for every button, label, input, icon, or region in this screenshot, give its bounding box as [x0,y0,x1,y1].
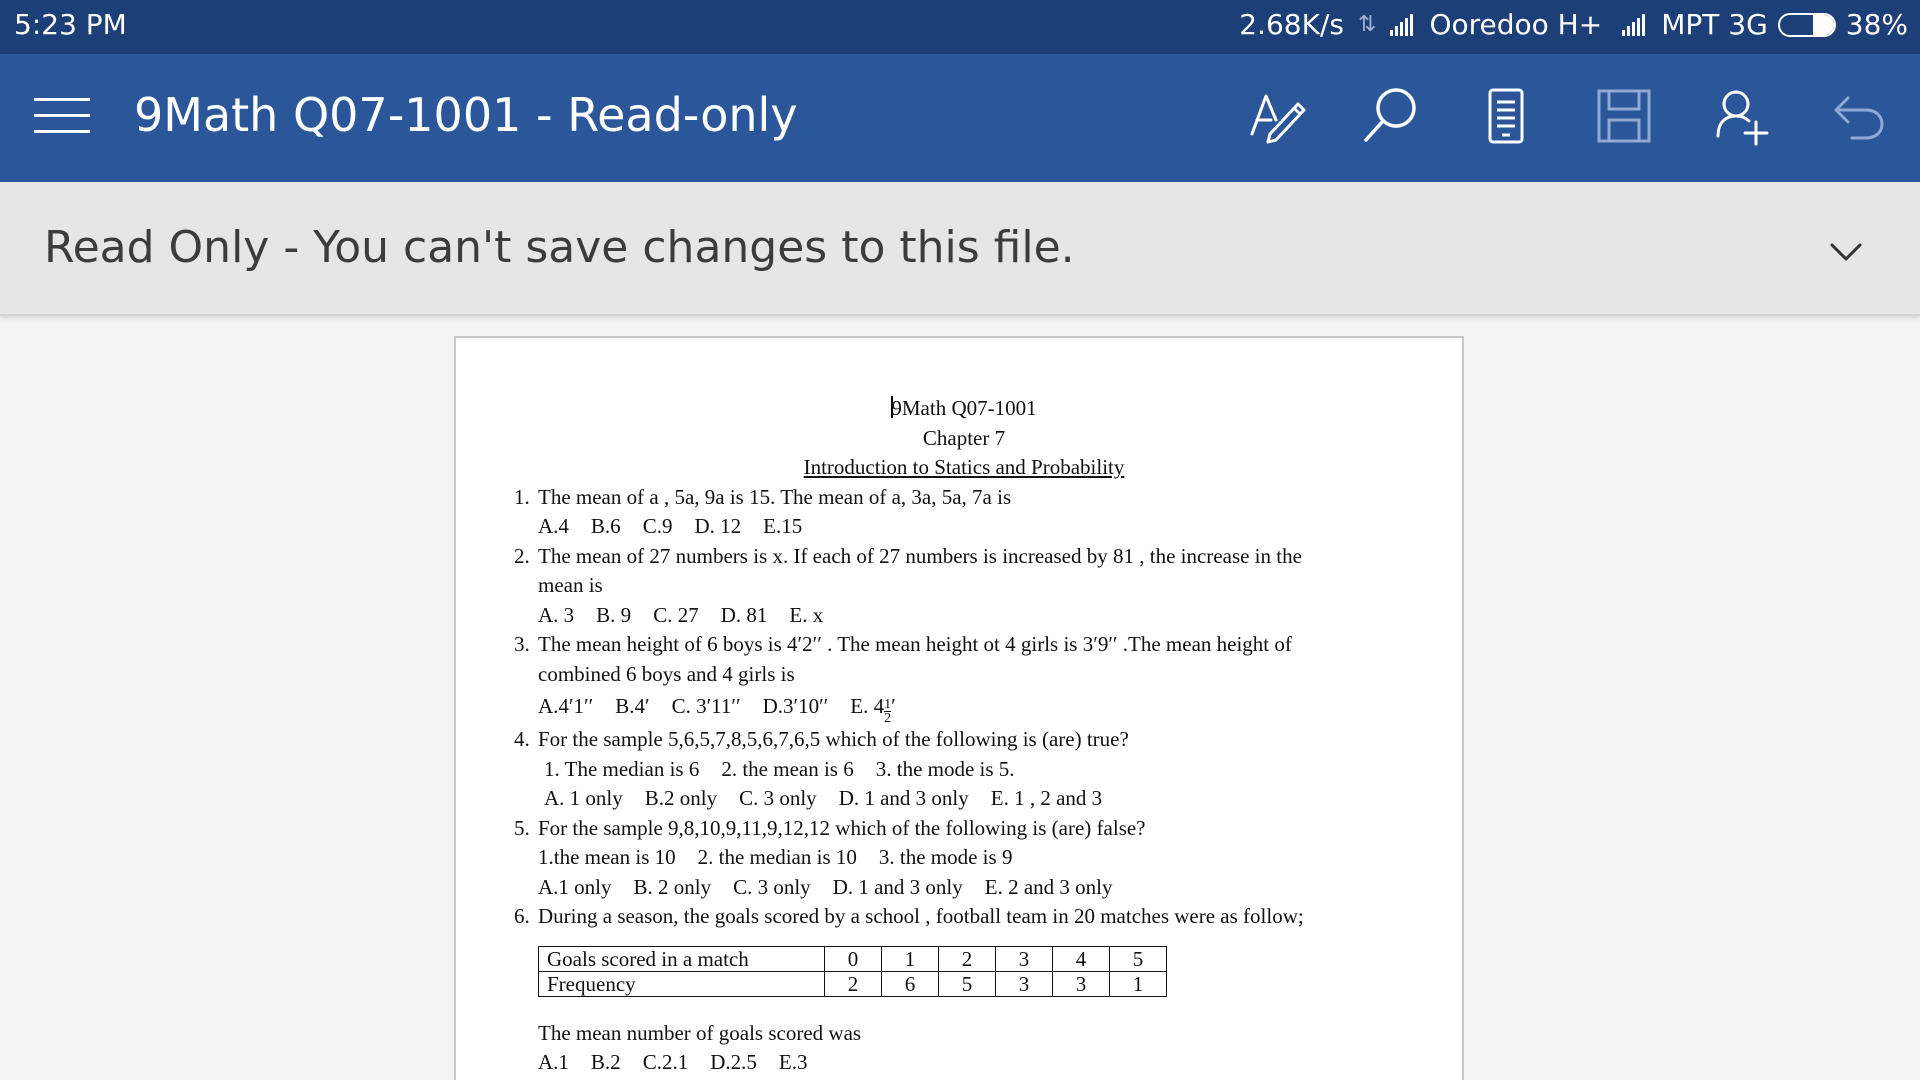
statement: 2. the median is 10 [697,845,857,869]
doc-header-title [514,394,1414,424]
question-text: For the sample 5,6,5,7,8,5,6,7,6,5 which of the following is (are) true? [538,727,1129,751]
question-1 [514,483,1414,513]
row-header: Goals scored in a match [539,946,825,971]
option: E. 1 , 2 and 3 [990,786,1103,810]
fraction-numerator: 1 [884,697,892,712]
data-transfer-icon: ⇅ [1358,12,1377,37]
option: D. 1 and 3 only [838,786,969,810]
signal-strength-icon [1390,14,1413,36]
answer-options [514,689,1414,725]
table-cell: 3 [996,971,1053,996]
table-cell: 3 [1053,971,1110,996]
answer-options [514,873,1414,903]
carrier-2: MPT 3G [1661,8,1768,41]
table-cell: 5 [1110,946,1167,971]
question-text-continued: mean is [538,573,603,597]
answer-options [514,601,1414,631]
option: D.3′10′′ [762,694,829,718]
table-cell: 2 [825,971,882,996]
question-4 [514,725,1414,755]
option: B.4′ [615,694,650,718]
hamburger-menu-icon[interactable] [34,98,90,138]
option: E.3 [778,1050,808,1074]
option: B.6 [590,514,621,538]
doc-subtitle [514,453,1414,483]
table-cell: 6 [882,971,939,996]
option: B. 2 only [633,874,712,899]
status-indicators [1239,8,1908,41]
save-icon[interactable] [1592,84,1656,148]
doc-chapter: Chapter 7 [922,425,1006,450]
document-body [514,394,1414,1078]
option: A. 3 [538,602,575,627]
option: A. 1 only [544,786,623,810]
statement: 1. The median is 6 [544,756,700,781]
question-number: 3. [514,632,530,656]
doc-header-title-text: 9Math Q07-1001 [891,396,1037,420]
statements [514,755,1414,785]
question-text: During a season, the goals scored by a school , football team in 20 matches were as follow; [538,904,1304,928]
signal-strength-icon [1622,14,1645,36]
status-bar [0,0,1920,54]
question-text-continued: The mean number of goals scored was [538,1020,862,1045]
statement: 3. the mode is 5. [875,756,1015,781]
option: E. 4 [850,694,885,718]
undo-icon[interactable] [1826,84,1890,148]
option: A.4 [538,514,569,538]
option: A.1 [538,1050,569,1074]
fraction-denominator: 2 [884,711,892,726]
table-cell: 3 [996,946,1053,971]
option: C. 3′11′′ [671,694,741,718]
carrier-1: Ooredoo H+ [1429,8,1603,41]
statement: 1.the mean is 10 [538,845,676,869]
table-row [539,971,1167,996]
question-text: The mean height of 6 boys is 4′2′′ . The mean height ot 4 girls is 3′9′′ .The mean height of [538,632,1292,656]
question-2 [514,542,1414,572]
question-text: For the sample 9,8,10,9,11,9,12,12 which of the following is (are) false? [538,815,1146,840]
network-speed: 2.68K/s [1239,8,1345,41]
option: E. x [789,602,824,627]
option: C. 3 only [739,786,817,810]
question-number: 5. [514,815,530,840]
table-cell: 0 [825,946,882,971]
option: C.2.1 [642,1050,689,1074]
option: D.2.5 [710,1050,757,1074]
question-5 [514,814,1414,844]
question-3 [514,630,1414,660]
option: A.4′1′′ [538,694,594,718]
question-number: 1. [514,484,530,509]
option: D. 81 [720,602,768,627]
statement: 3. the mode is 9 [878,845,1013,869]
battery-percent: 38% [1845,8,1908,41]
battery-icon [1778,13,1836,37]
prime-mark: ′ [891,694,896,718]
app-bar [0,54,1920,182]
table-cell: 1 [882,946,939,971]
answer-options [514,512,1414,542]
doc-subtitle-text: Introduction to Statics and Probability [803,455,1125,479]
row-header: Frequency [539,971,825,996]
question-text-continued: combined 6 boys and 4 girls is [538,661,795,686]
table-cell: 4 [1053,946,1110,971]
mobile-view-icon[interactable] [1474,84,1538,148]
draw-pen-icon[interactable] [1246,84,1310,148]
table-row [539,946,1167,971]
option: C. 27 [653,602,699,627]
question-number: 4. [514,727,530,751]
statements [514,843,1414,873]
option: B.2 only [644,786,718,810]
option: C. 3 only [733,874,811,899]
table-cell: 1 [1110,971,1167,996]
option: D. 12 [694,514,742,538]
goals-table [538,946,1167,997]
question-6 [514,902,1414,932]
option: D. 1 and 3 only [832,874,963,899]
option: E. 2 and 3 only [984,874,1113,899]
option: B.2 [590,1050,621,1074]
chevron-down-icon[interactable] [1826,232,1866,272]
answer-options [514,784,1414,814]
answer-options [514,1048,1414,1078]
option: C.9 [642,514,673,538]
table-cell: 2 [939,946,996,971]
table-cell: 5 [939,971,996,996]
clock: 5:23 PM [14,8,127,41]
option: E.15 [763,514,803,538]
statement: 2. the mean is 6 [721,756,854,781]
document-page[interactable] [454,336,1464,1080]
question-text: The mean of a , 5a, 9a is 15. The mean of a, 3a, 5a, 7a is [538,484,1012,509]
document-title: 9Math Q07-1001 - Read-only [134,88,798,142]
question-number: 2. [514,543,530,568]
read-only-banner [0,182,1920,316]
search-icon[interactable] [1358,84,1422,148]
banner-message: Read Only - You can't save changes to this file. [44,222,1075,273]
share-person-icon[interactable] [1710,84,1774,148]
question-text: The mean of 27 numbers is x. If each of 27 numbers is increased by 81 , the increase in the [538,543,1302,568]
option: A.1 only [538,874,612,899]
option: B. 9 [596,602,632,627]
question-number: 6. [514,904,530,928]
